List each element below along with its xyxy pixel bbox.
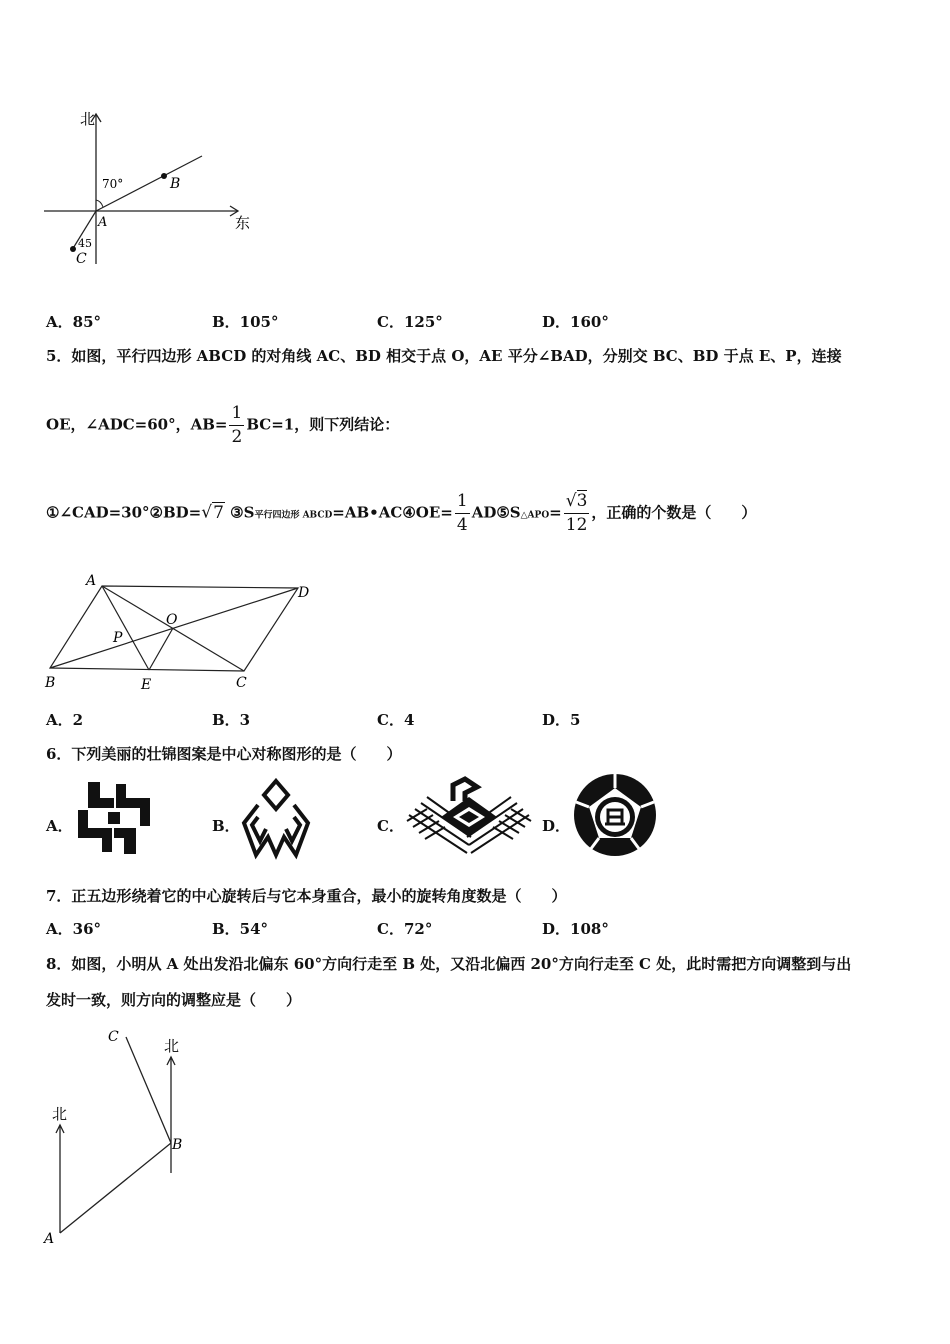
q6-label-c: C．: [377, 817, 404, 835]
figure-q5-parallelogram: [40, 570, 320, 696]
q6-label-b: B．: [212, 817, 240, 835]
angle-45-label: 45: [78, 237, 92, 250]
q5-line2: OE，∠ADC=60°，AB= $\frac{1}{2}$ BC=1，则下列结论：: [46, 403, 400, 447]
pattern-c-image: [405, 775, 533, 857]
point-a-label: A: [44, 1231, 55, 1247]
q4-option-b: B．105°: [212, 313, 279, 331]
q7-line: 7．正五边形绕着它的中心旋转后与它本身重合，最小的旋转角度数是（ ）: [46, 887, 567, 905]
q6-label-a: A．: [46, 817, 73, 835]
q7-option-b: B．54°: [212, 920, 269, 938]
q5-option-c: C．4: [377, 711, 415, 729]
north-label: 北: [80, 110, 96, 128]
q4-option-d: D．160°: [542, 313, 609, 331]
q4-option-c: C．125°: [377, 313, 443, 331]
vertex-d-label: D: [298, 585, 310, 601]
north-label-1: 北: [52, 1105, 68, 1123]
q8-line2: 发时一致，则方向的调整应是（ ）: [46, 991, 302, 1009]
point-o-label: O: [166, 612, 178, 628]
vertex-c-label: C: [236, 675, 247, 691]
point-c-label: C: [76, 251, 87, 267]
vertex-b-label: B: [45, 675, 56, 691]
q4-option-a: A．85°: [46, 313, 102, 331]
pattern-a-image: [76, 780, 152, 856]
vertex-a-label: A: [86, 573, 97, 589]
point-b-label: B: [170, 176, 181, 192]
q5-option-a: A．2: [46, 711, 84, 729]
q8-line1: 8．如图，小明从 A 处出发沿北偏东 60°方向行走至 B 处，又沿北偏西 20°方向行走至 C 处，此时需把方向调整到与出: [46, 955, 852, 973]
figure-q8-path: [40, 1025, 200, 1247]
point-e-label: E: [141, 677, 152, 693]
q5-line1: 5．如图，平行四边形 ABCD 的对角线 AC、BD 相交于点 O，AE 平分∠BAD，分别交 BC、BD 于点 E、P，连接: [46, 347, 842, 365]
pattern-b-image: [238, 775, 314, 861]
north-label-2: 北: [164, 1037, 180, 1055]
q5-option-b: B．3: [212, 711, 251, 729]
figure-q4-compass: [40, 108, 260, 268]
q5-line3: ①∠CAD=30°②BD=√7 ③S平行四边形 ABCD=AB•AC④OE= $\frac{1}{4}$ AD⑤S△APO= $\frac{√3}{12}$ ，正确的个数是（ ）: [46, 491, 757, 535]
q6-line: 6．下列美丽的壮锦图案是中心对称图形的是（ ）: [46, 745, 402, 763]
point-c-label: C: [108, 1029, 119, 1045]
point-p-label: P: [113, 630, 123, 646]
q7-option-c: C．72°: [377, 920, 433, 938]
point-a-label: A: [98, 215, 108, 230]
q6-label-d: D．: [542, 817, 571, 835]
q7-option-d: D．108°: [542, 920, 609, 938]
q7-option-a: A．36°: [46, 920, 102, 938]
q5-option-d: D．5: [542, 711, 581, 729]
point-b-label: B: [172, 1137, 183, 1153]
pattern-d-image: [572, 772, 658, 858]
east-label: 东: [235, 214, 251, 232]
angle-70-label: 70°: [102, 177, 124, 191]
